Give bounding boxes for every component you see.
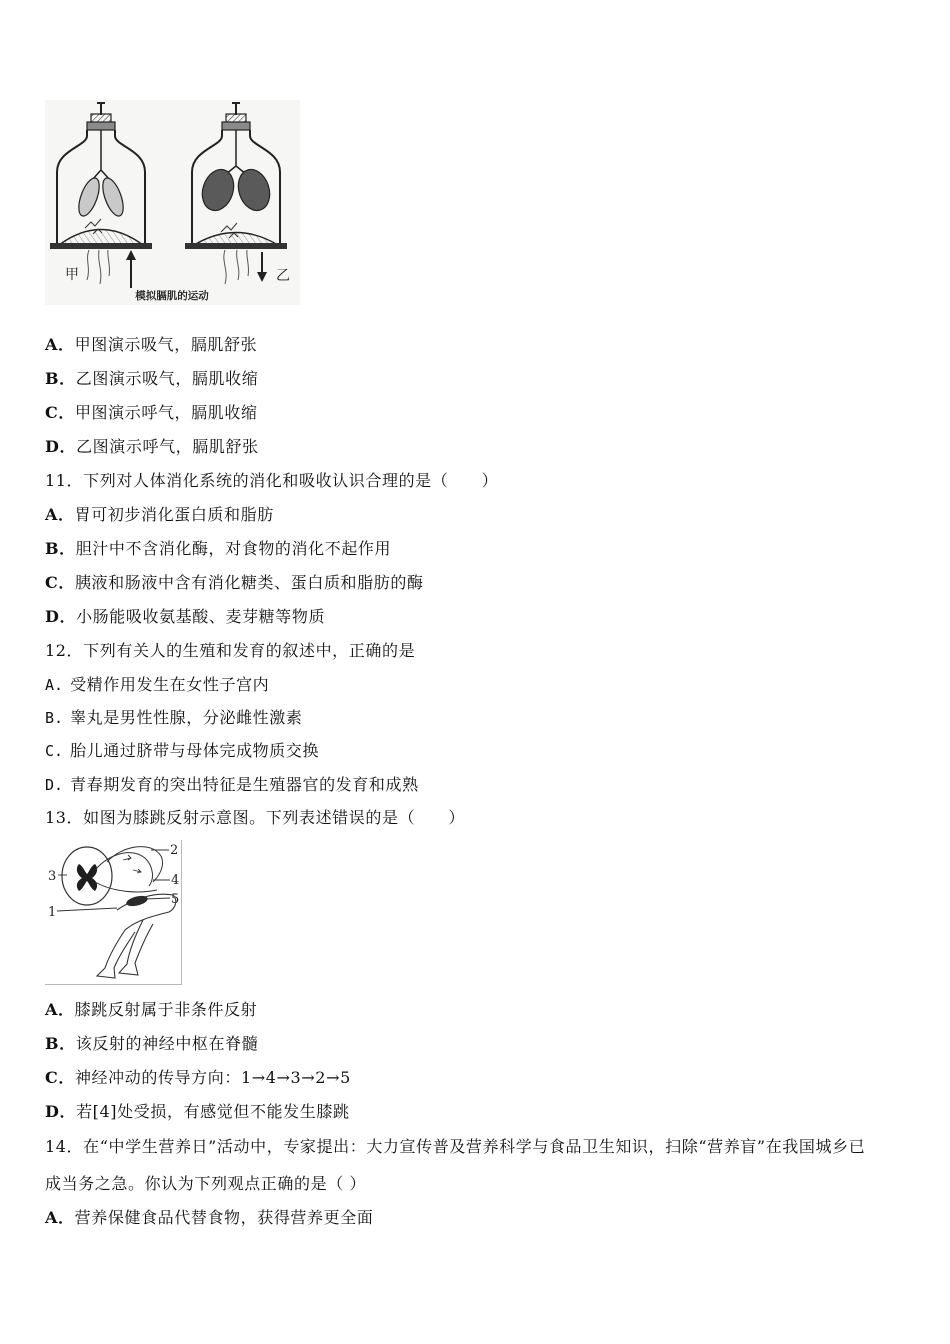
option-label: A． <box>45 335 75 354</box>
figure-label-4: 4 <box>171 873 180 888</box>
q11-stem <box>45 464 498 498</box>
option-label: A． <box>45 1208 75 1227</box>
option-text: 胰液和肠液中含有消化糖类、蛋白质和脂肪的酶 <box>74 573 424 592</box>
question-text: 在“中学生营养日”活动中，专家提出：大力宣传普及营养科学与食品卫生知识，扫除“营养盲”在我国城乡已 <box>83 1137 866 1156</box>
q13-option-d <box>45 1095 350 1129</box>
question-number: 14． <box>45 1137 84 1156</box>
option-label: B． <box>45 1034 76 1053</box>
sensory-nerve <box>95 853 152 886</box>
string-left <box>87 250 110 284</box>
figure-label-2: 2 <box>170 843 179 858</box>
q10-option-d <box>45 430 259 464</box>
option-label: B． <box>45 539 76 558</box>
option-label: D. <box>45 776 64 794</box>
q13-option-a <box>45 993 257 1027</box>
option-label: C． <box>45 573 75 592</box>
arrow-down-icon <box>257 272 267 282</box>
q12-option-d <box>45 768 419 802</box>
q12-option-a <box>45 668 269 702</box>
label-jia: 甲 <box>65 267 79 283</box>
question-number: 12． <box>45 641 84 660</box>
q14-option-a <box>45 1201 373 1235</box>
figure-caption: 模拟膈肌的运动 <box>135 290 209 302</box>
option-label: A． <box>45 1000 75 1019</box>
arrow-up-icon <box>126 250 136 260</box>
option-label: A. <box>45 676 64 694</box>
balloon-lung-left-b <box>99 175 128 218</box>
jar-left <box>50 102 152 288</box>
base-plate-left <box>50 243 152 249</box>
option-text: 若[4]处受损，有感觉但不能发生膝跳 <box>76 1102 350 1121</box>
option-text: 甲图演示呼气，膈肌收缩 <box>74 403 258 422</box>
q12-stem <box>45 634 415 668</box>
option-text: 胃可初步消化蛋白质和脂肪 <box>74 505 274 524</box>
option-text: 神经冲动的传导方向：1→4→3→2→5 <box>74 1068 351 1087</box>
q14-stem-line2 <box>45 1167 366 1201</box>
option-text: 青春期发育的突出特征是生殖器官的发育和成熟 <box>70 775 419 794</box>
knee-reflex-figure <box>45 840 182 985</box>
option-label: B. <box>45 709 64 727</box>
balloon-lung-right-a <box>197 165 239 214</box>
trachea-left <box>92 130 110 180</box>
q11-option-d <box>45 600 325 634</box>
option-text: 营养保健食品代替食物，获得营养更全面 <box>74 1208 374 1227</box>
q11-option-b <box>45 532 391 566</box>
option-text: 小肠能吸收氨基酸、麦芽糖等物质 <box>76 607 326 626</box>
option-label: D． <box>45 1102 77 1121</box>
q14-stem-line1 <box>45 1130 865 1164</box>
question-text: 下列对人体消化系统的消化和吸收认识合理的是（ ） <box>83 471 499 490</box>
q13-option-b <box>45 1027 258 1061</box>
figure-label-3: 3 <box>48 869 57 884</box>
option-text: 膝跳反射属于非条件反射 <box>74 1000 258 1019</box>
option-label: B． <box>45 369 76 388</box>
q12-option-b <box>45 701 302 735</box>
q10-option-c <box>45 396 258 430</box>
option-label: A． <box>45 505 75 524</box>
leader-line-1 <box>57 908 117 911</box>
option-text: 受精作用发生在女性子宫内 <box>70 675 270 694</box>
option-text: 乙图演示呼气，膈肌舒张 <box>76 437 259 456</box>
impulse-arrow-icon <box>123 855 141 873</box>
option-label: D． <box>45 607 77 626</box>
stopper-neck-left <box>87 122 115 130</box>
option-text: 乙图演示吸气，膈肌收缩 <box>75 369 259 388</box>
q11-option-c <box>45 566 424 600</box>
q13-option-c <box>45 1061 351 1095</box>
breathing-model-svg <box>45 100 300 305</box>
motor-nerve <box>95 882 157 892</box>
q10-option-b <box>45 362 258 396</box>
option-text: 甲图演示吸气，膈肌舒张 <box>74 335 258 354</box>
option-text: 睾丸是男性性腺，分泌雌性激素 <box>70 708 303 727</box>
balloon-lung-left-a <box>75 175 104 218</box>
string-right <box>224 250 249 284</box>
option-label: C． <box>45 403 75 422</box>
option-label: D． <box>45 437 77 456</box>
question-number: 11． <box>45 471 84 490</box>
breathing-model-figure <box>45 100 300 305</box>
question-text: 下列有关人的生殖和发育的叙述中，正确的是 <box>83 641 416 660</box>
jar-right <box>185 102 290 284</box>
stopper-neck-right <box>222 122 250 130</box>
lower-leg-b <box>119 920 153 975</box>
nerve-loop <box>107 847 163 882</box>
question-text: 如图为膝跳反射示意图。下列表述错误的是（ ） <box>83 808 465 827</box>
question-text: 成当务之急。你认为下列观点正确的是（ ） <box>45 1174 367 1193</box>
balloon-lung-right-b <box>233 165 275 214</box>
q11-option-a <box>45 498 274 532</box>
base-plate-right <box>185 243 287 249</box>
trachea-right <box>226 130 246 174</box>
gray-matter-butterfly <box>77 864 97 891</box>
q10-option-a <box>45 328 257 362</box>
option-label: C. <box>45 742 64 760</box>
option-text: 胆汁中不含消化酶，对食物的消化不起作用 <box>75 539 392 558</box>
figure-label-1: 1 <box>48 905 57 920</box>
label-yi: 乙 <box>276 268 290 284</box>
q13-stem <box>45 801 465 835</box>
figure-label-5: 5 <box>171 892 180 907</box>
question-number: 13． <box>45 808 84 827</box>
option-text: 该反射的神经中枢在脊髓 <box>75 1034 259 1053</box>
q12-option-c <box>45 734 319 768</box>
leader-line-5 <box>145 898 170 899</box>
option-text: 胎儿通过脐带与母体完成物质交换 <box>70 741 320 760</box>
option-label: C． <box>45 1068 75 1087</box>
knee-reflex-svg <box>45 840 181 984</box>
